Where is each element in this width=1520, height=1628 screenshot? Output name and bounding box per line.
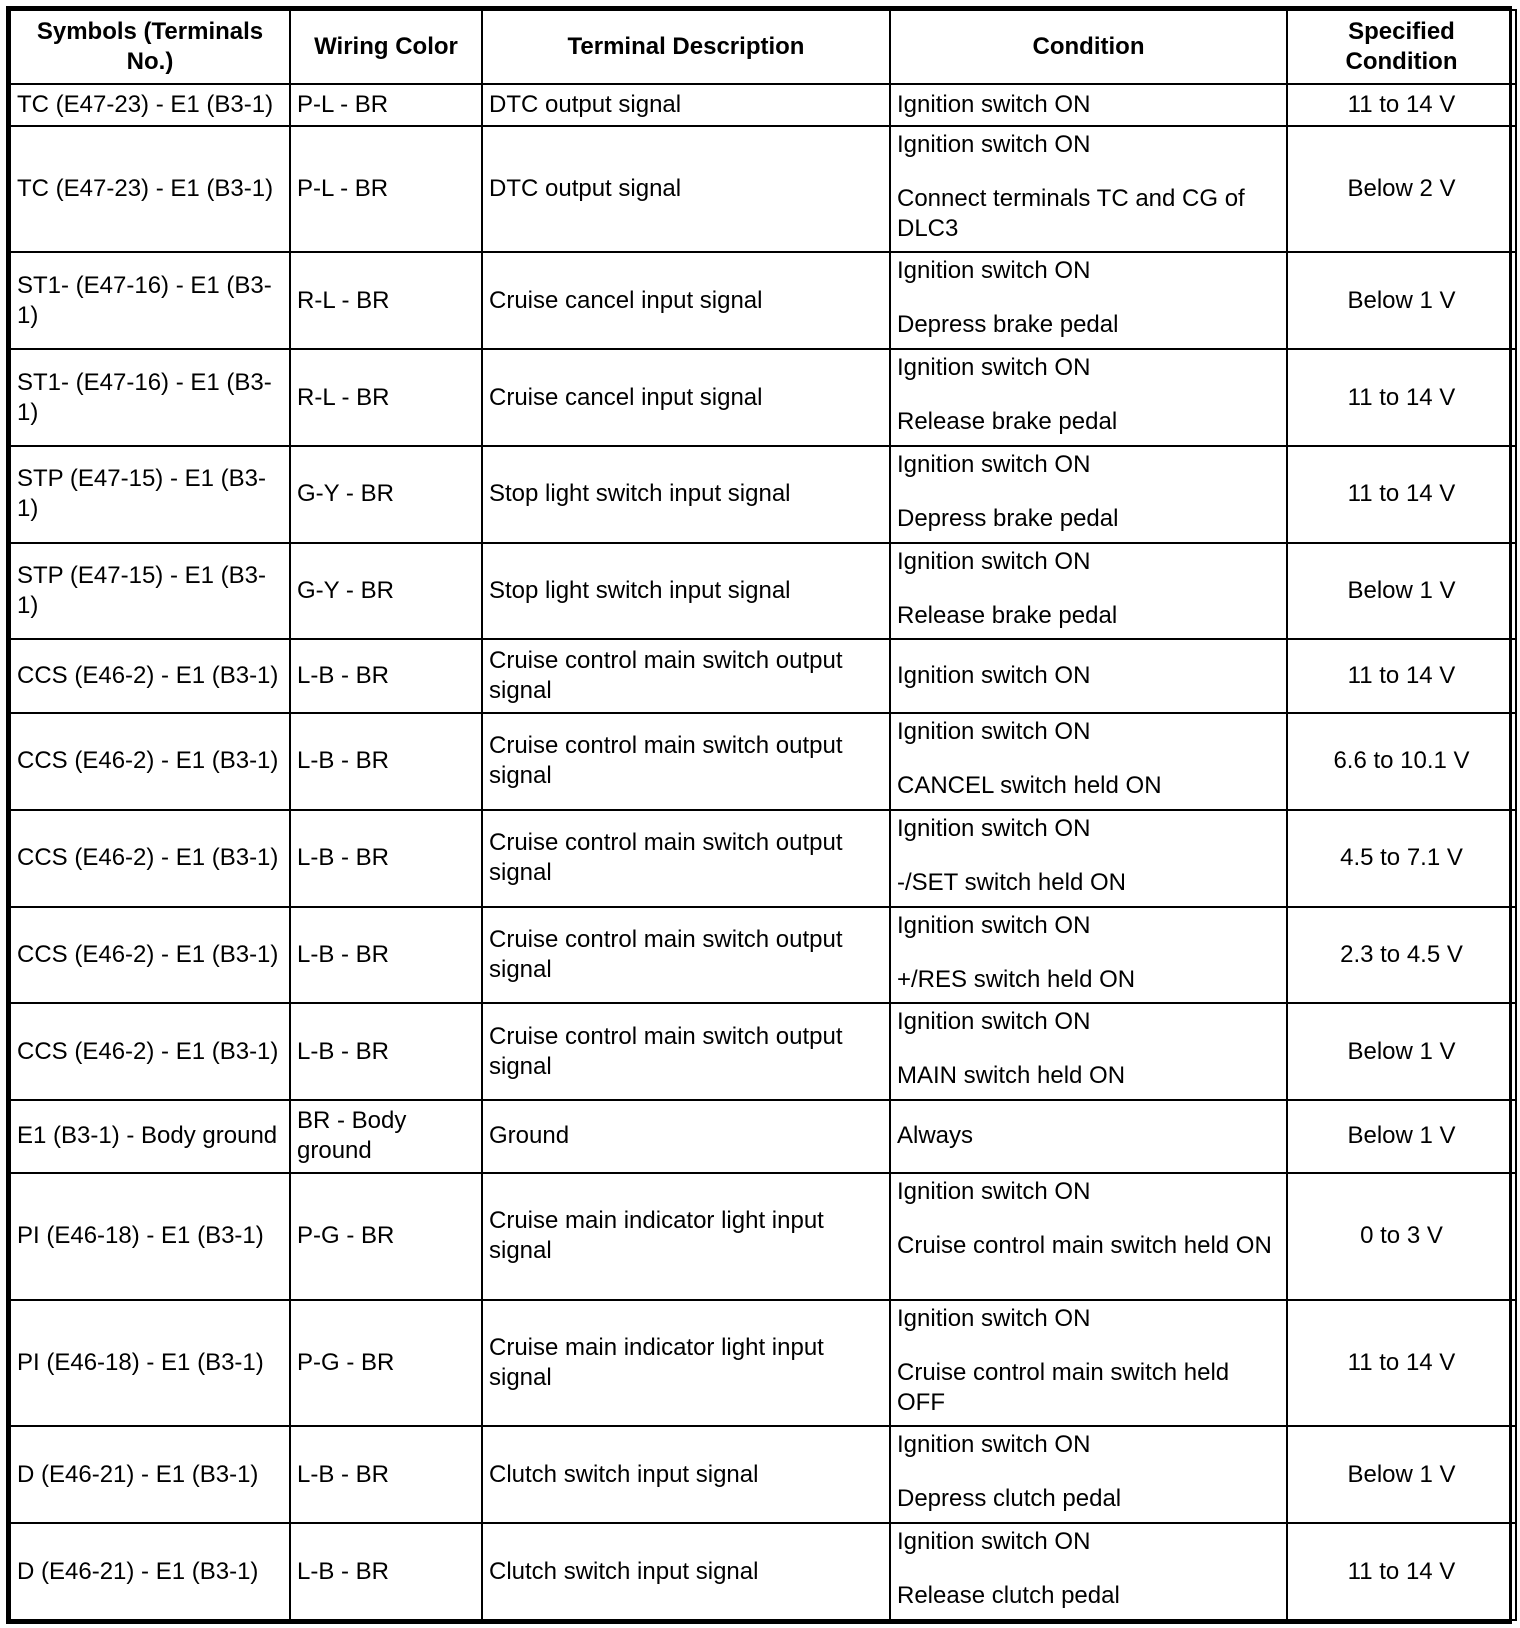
cell-symbol: ST1- (E47-16) - E1 (B3-1) (10, 349, 290, 446)
table-row (10, 1426, 1516, 1523)
cell-symbol: CCS (E46-2) - E1 (B3-1) (10, 1003, 290, 1100)
condition-line: Ignition switch ON (897, 1177, 1091, 1205)
cell-terminal-description: DTC output signal (482, 126, 890, 253)
table-row (10, 1523, 1516, 1620)
header-symbols: Symbols (Terminals No.) (10, 10, 290, 84)
condition-line: Ignition switch ON (897, 814, 1091, 842)
condition-line: Ignition switch ON (897, 911, 1091, 939)
cell-symbol: PI (E46-18) - E1 (B3-1) (10, 1173, 290, 1300)
condition-line: Release brake pedal (897, 601, 1118, 629)
header-wiring-color: Wiring Color (290, 10, 482, 84)
condition-line: Ignition switch ON (897, 547, 1091, 575)
condition-line: CANCEL switch held ON (897, 772, 1162, 800)
condition-line: +/RES switch held ON (897, 965, 1136, 993)
cell-specified-condition: Below 1 V (1287, 1426, 1516, 1523)
condition-line: Cruise control main switch held ON (897, 1231, 1272, 1259)
cell-wiring-color: P-L - BR (290, 126, 482, 253)
table-row (10, 446, 1516, 543)
cell-wiring-color: BR - Body ground (290, 1100, 482, 1173)
cell-specified-condition: 4.5 to 7.1 V (1287, 810, 1516, 907)
cell-wiring-color: L-B - BR (290, 713, 482, 810)
cell-specified-condition: 11 to 14 V (1287, 639, 1516, 713)
cell-condition (890, 1173, 1287, 1300)
cell-condition (890, 1003, 1287, 1100)
cell-symbol: D (E46-21) - E1 (B3-1) (10, 1426, 290, 1523)
table-row (10, 252, 1516, 349)
cell-condition (890, 713, 1287, 810)
cell-specified-condition: Below 1 V (1287, 1003, 1516, 1100)
cell-wiring-color: L-B - BR (290, 1523, 482, 1620)
cell-specified-condition: Below 1 V (1287, 1100, 1516, 1173)
cell-symbol: CCS (E46-2) - E1 (B3-1) (10, 907, 290, 1004)
table-row (10, 126, 1516, 253)
cell-terminal-description: Cruise control main switch output signal (482, 907, 890, 1004)
cell-condition (890, 543, 1287, 640)
cell-wiring-color: G-Y - BR (290, 543, 482, 640)
cell-condition (890, 1523, 1287, 1620)
cell-condition (890, 1100, 1287, 1173)
cell-terminal-description: Cruise control main switch output signal (482, 713, 890, 810)
table-row (10, 543, 1516, 640)
condition-line: Ignition switch ON (897, 718, 1091, 746)
table-row (10, 1300, 1516, 1427)
condition-line: Ignition switch ON (897, 90, 1091, 118)
cell-terminal-description: Cruise control main switch output signal (482, 639, 890, 713)
cell-specified-condition: 11 to 14 V (1287, 446, 1516, 543)
table-body (10, 84, 1516, 1620)
cell-symbol: CCS (E46-2) - E1 (B3-1) (10, 713, 290, 810)
cell-specified-condition: 11 to 14 V (1287, 84, 1516, 126)
cell-terminal-description: Clutch switch input signal (482, 1426, 890, 1523)
cell-wiring-color: L-B - BR (290, 907, 482, 1004)
table-row (10, 907, 1516, 1004)
cell-terminal-description: Cruise main indicator light input signal (482, 1173, 890, 1300)
cell-specified-condition: 11 to 14 V (1287, 1523, 1516, 1620)
cell-wiring-color: P-G - BR (290, 1300, 482, 1427)
cell-terminal-description: Cruise cancel input signal (482, 252, 890, 349)
cell-specified-condition: Below 1 V (1287, 252, 1516, 349)
table-row (10, 84, 1516, 126)
cell-terminal-description: Cruise main indicator light input signal (482, 1300, 890, 1427)
cell-wiring-color: R-L - BR (290, 349, 482, 446)
cell-specified-condition: 11 to 14 V (1287, 349, 1516, 446)
terminal-spec-table (9, 9, 1517, 1621)
cell-symbol: CCS (E46-2) - E1 (B3-1) (10, 639, 290, 713)
cell-wiring-color: P-L - BR (290, 84, 482, 126)
cell-condition (890, 810, 1287, 907)
header-row (10, 10, 1516, 84)
header-terminal-description: Terminal Description (482, 10, 890, 84)
cell-condition (890, 1300, 1287, 1427)
table-row (10, 713, 1516, 810)
condition-line: Release brake pedal (897, 408, 1118, 436)
cell-symbol: ST1- (E47-16) - E1 (B3-1) (10, 252, 290, 349)
condition-line: MAIN switch held ON (897, 1062, 1126, 1090)
cell-terminal-description: Cruise cancel input signal (482, 349, 890, 446)
cell-symbol: TC (E47-23) - E1 (B3-1) (10, 84, 290, 126)
cell-wiring-color: R-L - BR (290, 252, 482, 349)
cell-terminal-description: Cruise control main switch output signal (482, 810, 890, 907)
table-row (10, 1003, 1516, 1100)
cell-terminal-description: Stop light switch input signal (482, 543, 890, 640)
table-row (10, 1173, 1516, 1300)
condition-line: Ignition switch ON (897, 1008, 1091, 1036)
condition-line: Ignition switch ON (897, 257, 1091, 285)
cell-condition (890, 1426, 1287, 1523)
cell-symbol: CCS (E46-2) - E1 (B3-1) (10, 810, 290, 907)
condition-line: Always (897, 1122, 974, 1150)
cell-symbol: TC (E47-23) - E1 (B3-1) (10, 126, 290, 253)
cell-symbol: PI (E46-18) - E1 (B3-1) (10, 1300, 290, 1427)
condition-line: Ignition switch ON (897, 354, 1091, 382)
cell-specified-condition: 11 to 14 V (1287, 1300, 1516, 1427)
cell-condition (890, 639, 1287, 713)
cell-symbol: STP (E47-15) - E1 (B3-1) (10, 543, 290, 640)
cell-condition (890, 907, 1287, 1004)
condition-line: Ignition switch ON (897, 662, 1091, 690)
condition-line: Ignition switch ON (897, 1304, 1091, 1332)
condition-line: Ignition switch ON (897, 450, 1091, 478)
condition-line: Ignition switch ON (897, 130, 1091, 158)
cell-wiring-color: L-B - BR (290, 639, 482, 713)
cell-wiring-color: P-G - BR (290, 1173, 482, 1300)
terminal-spec-table-frame (6, 6, 1512, 1624)
cell-specified-condition: 6.6 to 10.1 V (1287, 713, 1516, 810)
condition-line: Ignition switch ON (897, 1528, 1091, 1556)
cell-symbol: E1 (B3-1) - Body ground (10, 1100, 290, 1173)
cell-condition (890, 446, 1287, 543)
condition-line: Depress clutch pedal (897, 1485, 1122, 1513)
condition-line: Depress brake pedal (897, 311, 1119, 339)
cell-specified-condition: 0 to 3 V (1287, 1173, 1516, 1300)
cell-specified-condition: Below 2 V (1287, 126, 1516, 253)
header-condition: Condition (890, 10, 1287, 84)
condition-line: Connect terminals TC and CG of DLC3 (897, 184, 1245, 242)
cell-terminal-description: Stop light switch input signal (482, 446, 890, 543)
header-specified-condition: Specified Condition (1287, 10, 1516, 84)
table-row (10, 1100, 1516, 1173)
table-row (10, 639, 1516, 713)
condition-line: Depress brake pedal (897, 504, 1119, 532)
cell-terminal-description: DTC output signal (482, 84, 890, 126)
cell-symbol: D (E46-21) - E1 (B3-1) (10, 1523, 290, 1620)
cell-condition (890, 349, 1287, 446)
table-row (10, 810, 1516, 907)
cell-condition (890, 252, 1287, 349)
cell-terminal-description: Ground (482, 1100, 890, 1173)
cell-wiring-color: L-B - BR (290, 1426, 482, 1523)
cell-symbol: STP (E47-15) - E1 (B3-1) (10, 446, 290, 543)
cell-terminal-description: Cruise control main switch output signal (482, 1003, 890, 1100)
cell-wiring-color: G-Y - BR (290, 446, 482, 543)
condition-line: Release clutch pedal (897, 1582, 1120, 1610)
cell-condition (890, 84, 1287, 126)
condition-line: Cruise control main switch held OFF (897, 1358, 1230, 1416)
cell-wiring-color: L-B - BR (290, 1003, 482, 1100)
table-row (10, 349, 1516, 446)
condition-line: Ignition switch ON (897, 1431, 1091, 1459)
cell-condition (890, 126, 1287, 253)
cell-wiring-color: L-B - BR (290, 810, 482, 907)
condition-line: -/SET switch held ON (897, 868, 1126, 896)
cell-specified-condition: 2.3 to 4.5 V (1287, 907, 1516, 1004)
cell-terminal-description: Clutch switch input signal (482, 1523, 890, 1620)
cell-specified-condition: Below 1 V (1287, 543, 1516, 640)
